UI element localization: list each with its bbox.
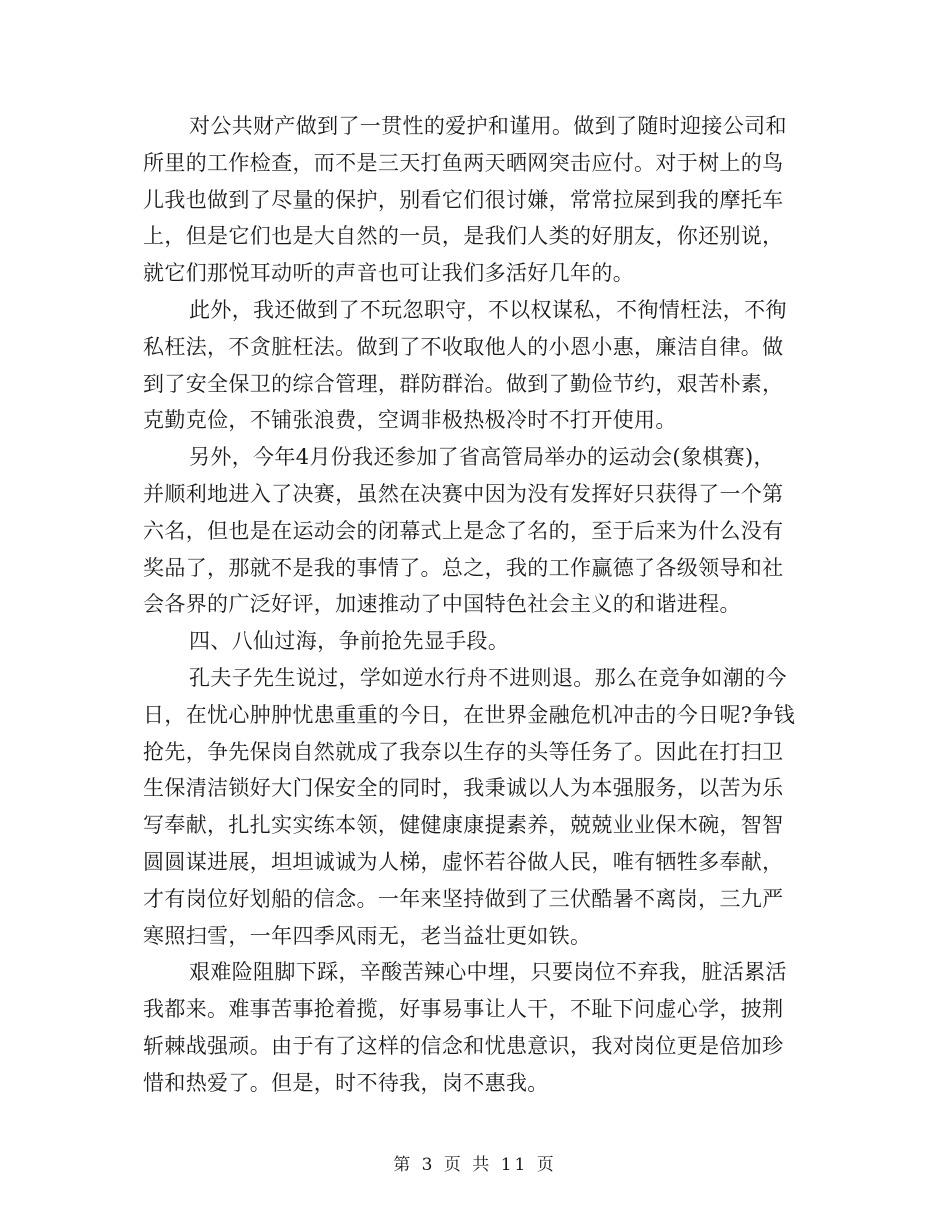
text-line: 生保清洁锁好大门保安全的同时，我秉诚以人为本强服务，以苦为乐 xyxy=(143,776,784,801)
text-line: 对公共财产做到了一贯性的爱护和谨用。做到了随时迎接公司和 xyxy=(189,114,787,138)
text-line: 所里的工作检查，而不是三天打鱼两天晒网突击应付。对于树上的鸟 xyxy=(143,150,784,175)
text-line: 此外，我还做到了不玩忽职守，不以权谋私，不徇情枉法，不徇 xyxy=(189,297,787,322)
text-line: 孔夫子先生说过，学如逆水行舟不进则退。那么在竞争如潮的今 xyxy=(189,665,787,690)
text-line: 抢先，争先保岗自然就成了我奈以生存的头等任务了。因此在打扫卫 xyxy=(143,739,784,764)
text-line: 六名，但也是在运动会的闭幕式上是念了名的，至于后来为什么没有 xyxy=(143,518,784,543)
text-line: 到了安全保卫的综合管理，群防群治。做到了勤俭节约，艰苦朴素， xyxy=(143,371,784,396)
text-line: 写奉献，扎扎实实练本领，健健康康提素养，兢兢业业保木碗，智智 xyxy=(143,813,784,838)
text-line: 并顺利地进入了决赛，虽然在决赛中因为没有发挥好只获得了一个第 xyxy=(143,481,784,506)
text-line: 寒照扫雪，一年四季风雨无，老当益壮更如铁。 xyxy=(143,923,592,948)
text-line: 日，在忧心肿肿忧患重重的今日，在世界金融危机冲击的今日呢?争钱 xyxy=(143,702,796,727)
text-line: 四、八仙过海，争前抢先显手段。 xyxy=(189,629,510,654)
text-line: 惜和热爱了。但是，时不待我，岗不惠我。 xyxy=(143,1070,549,1095)
text-line: 会各界的广泛好评，加速推动了中国特色社会主义的和谐进程。 xyxy=(143,592,741,617)
text-line: 圆圆谋进展，坦坦诚诚为人梯，虚怀若谷做人民，唯有牺牲多奉献， xyxy=(143,849,784,874)
text-line: 斩棘战强顽。由于有了这样的信念和忧患意识，我对岗位更是倍加珍 xyxy=(143,1033,784,1058)
text-line: 我都来。难事苦事抢着揽，好事易事让人干，不耻下问虚心学，披荆 xyxy=(143,997,784,1022)
text-line: 才有岗位好划船的信念。一年来坚持做到了三伏酷暑不离岗，三九严 xyxy=(143,886,784,911)
text-line: 就它们那悦耳动听的声音也可让我们多活好几年的。 xyxy=(143,261,635,286)
body-text xyxy=(143,108,808,1102)
text-line: 另外，今年4月份我还参加了省高管局举办的运动会(象棋赛)， xyxy=(189,445,775,470)
text-line: 奖品了，那就不是我的事情了。总之，我的工作赢德了各级领导和社 xyxy=(143,555,784,580)
page-number-footer: 第 3 页 共 11 页 xyxy=(393,1155,557,1175)
text-line: 克勤克俭，不铺张浪费，空调非极热极冷时不打开使用。 xyxy=(143,408,677,433)
text-line: 上，但是它们也是大自然的一员，是我们人类的好朋友，你还别说， xyxy=(143,224,784,249)
text-line: 私枉法，不贪脏枉法。做到了不收取他人的小恩小惠，廉洁自律。做 xyxy=(143,334,784,359)
text-line: 艰难险阻脚下踩，辛酸苦辣心中埋，只要岗位不弃我，脏活累活 xyxy=(189,960,787,985)
text-line: 儿我也做到了尽量的保护，别看它们很讨嫌，常常拉屎到我的摩托车 xyxy=(143,187,784,212)
